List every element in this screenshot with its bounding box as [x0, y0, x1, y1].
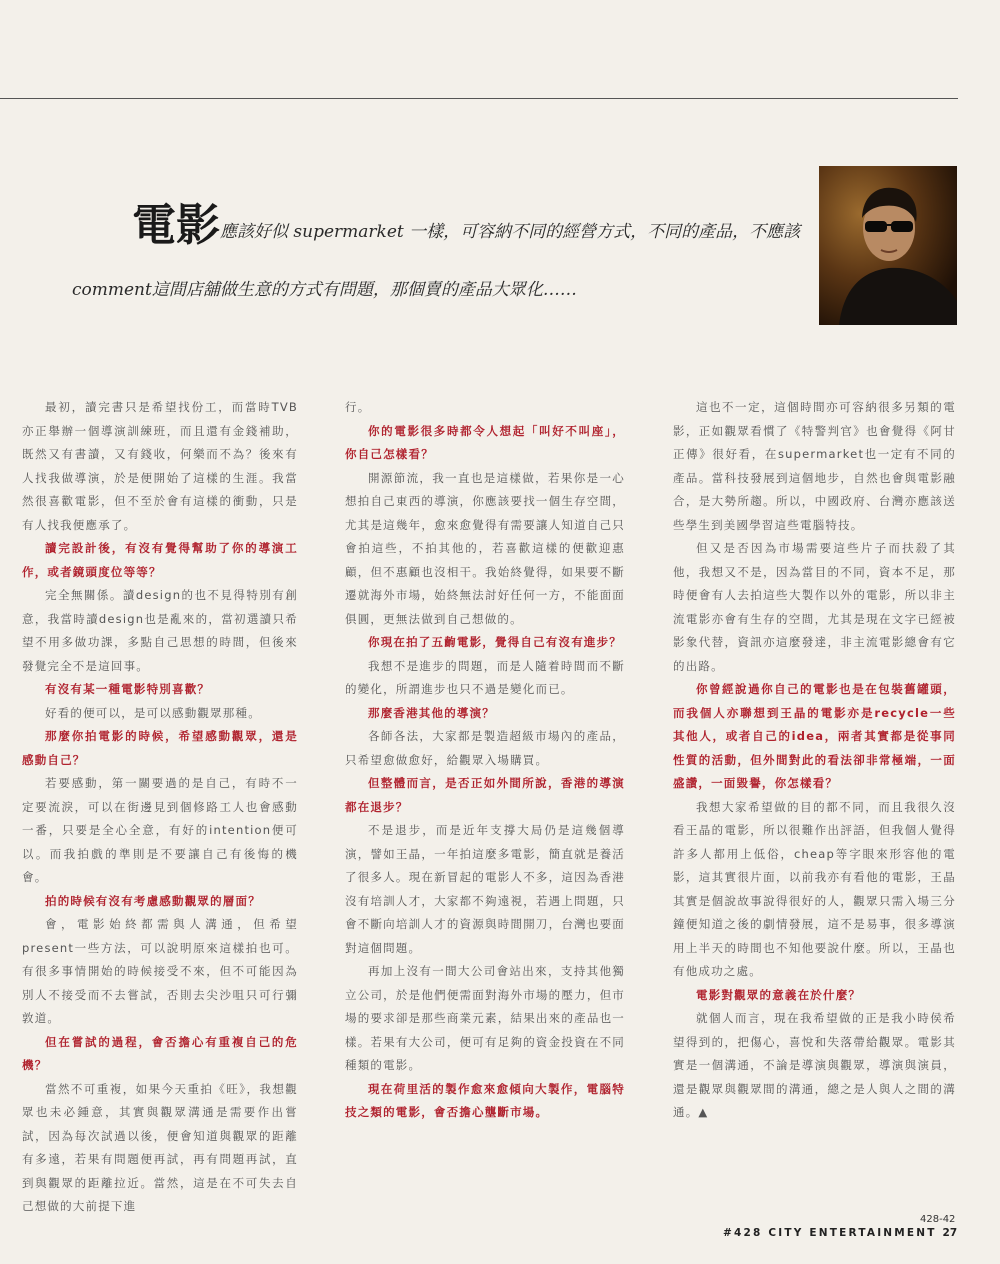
intro-lead-char: 電影	[132, 200, 220, 251]
answer-paragraph: 若要感動，第一關要過的是自己，有時不一定要流淚，可以在街邊見到個修路工人也會感動一番，只要是全心全意，有好的intention便可以。而我拍戲的準則是不要讓自己有後悔的機會。	[22, 776, 298, 884]
answer-paragraph: 當然不可重複，如果今天重拍《旺》，我想觀眾也未必鍾意，其實與觀眾溝通是需要作出嘗試，因為每次試過以後，便會知道與觀眾的距離有多遠，若果有問題便再試，再有問題再試，直到與觀眾的距離拉近。當然，這是在不可失去自己想做的大前提下進	[22, 1081, 298, 1213]
footer-magazine: CITY ENTERTAINMENT	[768, 1227, 937, 1239]
answer-paragraph-continued: 行。	[345, 400, 371, 414]
interview-question: 拍的時候有沒有考慮感動觀眾的層面？	[45, 893, 261, 908]
footer-issue: #428	[723, 1227, 763, 1239]
interview-question: 有沒有某一種電影特別喜歡？	[45, 682, 211, 696]
interview-question: 那麼香港其他的導演？	[368, 705, 495, 720]
interview-question: 但在嘗試的過程，會否擔心有重複自己的危機？	[22, 1034, 298, 1072]
interview-question: 電影對觀眾的意義在於什麼？	[696, 987, 862, 1002]
interview-question: 你曾經說過你自己的電影也是在包裝舊罐頭，而我個人亦聯想到王晶的電影亦是recycle一些其他人，或者自己的idea，兩者其實都是從事同性質的活動，但外間對此的看法卻非常極端，一面盛讚，一面毀譽，你怎樣看？	[673, 682, 956, 790]
intro-text: 應該好似 supermarket 一樣，可容納不同的經營方式，不同的產品，不應該 comment這間店舖做生意的方式有問題，那個賣的產品大眾化……	[72, 222, 801, 300]
answer-paragraph: 會，電影始終都需與人溝通，但希望present一些方法，可以說明原來這樣拍也可。有很多事情開始的時候接受不來，但不可能因為別人不接受而不去嘗試，否則去尖沙咀只可行彌敦道。	[22, 917, 298, 1025]
answer-paragraph: 再加上沒有一間大公司會站出來，支持其他獨立公司，於是他們便需面對海外市場的壓力，但市場的要求卻是那些商業元素，結果出來的產品也一樣。若果有大公司，便可有足夠的資金投資在不同種類的電影。	[345, 964, 625, 1072]
interview-question: 那麼你拍電影的時候，希望感動觀眾，還是感動自己？	[22, 729, 298, 767]
answer-paragraph: 我想不是進步的問題，而是人隨着時間而不斷的變化，所謂進步也只不過是變化而已。	[345, 658, 625, 696]
interview-question: 但整體而言，是否正如外間所說，香港的導演都在退步？	[345, 776, 625, 814]
interview-question: 你現在拍了五齣電影，覺得自己有沒有進步？	[368, 635, 622, 649]
article-column-1	[22, 396, 298, 1219]
page-code: 428-42	[920, 1214, 956, 1225]
answer-paragraph: 不是退步，而是近年支撐大局仍是這幾個導演，譬如王晶，一年拍這麼多電影，簡直就是養活了很多人。現在新冒起的電影人不多，這因為香港沒有培訓人才，大家都不夠遠視，若遇上問題，只會不斷向培訓人才的資源與時間開刀，台灣也要面對這個問題。	[345, 823, 625, 955]
director-photo	[819, 166, 957, 325]
interview-question: 讀完設計後，有沒有覺得幫助了你的導演工作，或者鏡頭度位等等？	[22, 541, 298, 579]
answer-paragraph: 完全無關係。讀design的也不見得特別有創意，我當時讀design也是亂來的，當初選讀只希望不用多做功課，多點自己思想的時間，但後來發覺完全不是這回事。	[22, 588, 298, 673]
intro-quote	[72, 197, 812, 319]
answer-paragraph: 開源節流，我一直也是這樣做，若果你是一心想拍自己東西的導演，你應該要找一個生存空間，尤其是這幾年，愈來愈覺得有需要讓人知道自己只會拍這些，不拍其他的，若喜歡這樣的便歡迎惠顧，但不惠顧也沒相干。我始終覺得，如果要不斷遷就海外市場，始終無法討好任何一方，不能面面俱圓，更無法做到自己想做的。	[345, 470, 625, 626]
article-column-2	[345, 396, 625, 1125]
footer-page-number: 27	[942, 1227, 958, 1239]
answer-paragraph: 好看的便可以，是可以感動觀眾那種。	[45, 705, 261, 720]
article-column-3	[673, 396, 956, 1125]
answer-paragraph: 但又是否因為市場需要這些片子而扶殺了其他，我想又不是，因為當目的不同，資本不足，那時便會有人去拍這些大製作以外的電影，所以非主流電影亦會有生存的空間，尤其是現在文字已經被影象代替，資訊亦這麼發達，非主流電影總會有它的出路。	[673, 541, 956, 673]
director-portrait-image	[819, 166, 957, 325]
top-rule	[0, 98, 958, 99]
answer-paragraph: 我想大家希望做的目的都不同，而且我很久沒看王晶的電影，所以很難作出評語，但我個人覺得許多人都用上低俗，cheap等字眼來形容他的電影，這其實很片面，以前我亦有看他的電影，王晶其實是個說故事說得很好的人，觀眾只需入場三分鐘便知道之後的劇情發展，這不是易事，很多導演用上半天的時間也不知他要說什麼。所以，王晶也有他成功之處。	[673, 799, 956, 978]
page-footer	[723, 1227, 957, 1239]
answer-paragraph: 這也不一定，這個時間亦可容納很多另類的電影，正如觀眾看慣了《特警判官》也會覺得《阿甘正傳》很好看，在supermarket也一定有不同的產品。當科技發展到這個地步，自然也會與電影融合，是大勢所趨。所以，中國政府、台灣亦應該送些學生到美國學習這些電腦特技。	[673, 400, 956, 532]
answer-paragraph: 就個人而言，現在我希望做的正是我小時侯希望得到的，把傷心，喜悅和失落帶給觀眾。電影其實是一個溝通，不論是導演與觀眾，導演與演員，還是觀眾與觀眾間的溝通，總之是人與人之間的溝通。▲	[673, 1011, 956, 1119]
answer-paragraph: 最初，讀完書只是希望找份工，而當時TVB亦正舉辦一個導演訓練班，而且還有金錢補助，既然又有書讀，又有錢收，何樂而不為？後來有人找我做導演，於是便開始了這樣的生涯。我當然很喜歡電影，但不至於會有這樣的衝動，只是有人找我便應承了。	[22, 400, 298, 532]
interview-question: 你的電影很多時都令人想起「叫好不叫座」，你自己怎樣看？	[345, 423, 625, 461]
answer-paragraph: 各師各法，大家都是製造超級市場內的產品，只希望愈做愈好，給觀眾入場購買。	[345, 729, 625, 767]
interview-question: 現在荷里活的製作愈來愈傾向大製作，電腦特技之類的電影，會否擔心壟斷市場。	[345, 1081, 625, 1119]
